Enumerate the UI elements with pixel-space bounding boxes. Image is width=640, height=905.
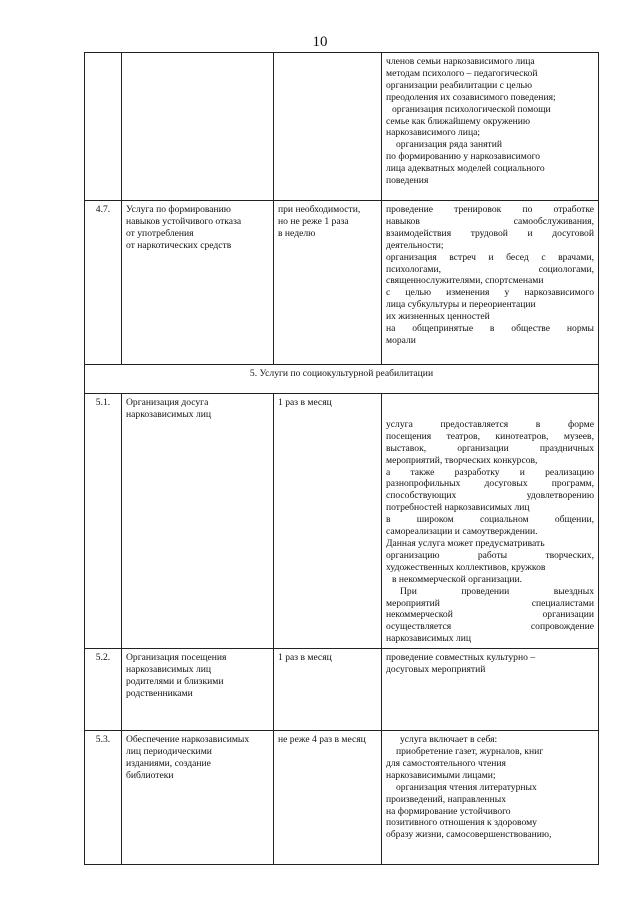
- description-line: способствующих удовлетворению: [386, 490, 594, 502]
- description-line: приобретение газет, журналов, книг: [396, 746, 544, 758]
- description-cell: [382, 649, 599, 731]
- description-line: проведение тренировок по отработке: [386, 204, 594, 215]
- description-line: в некоммерческой организации.: [392, 573, 523, 585]
- description-line: мероприятий, творческих конкурсов,: [386, 454, 538, 466]
- frequency-line: 1 раз в месяц: [278, 397, 332, 408]
- description-line: лица субкультуры и переориентации: [386, 299, 536, 311]
- description-line: в широком социальном общении,: [386, 514, 594, 526]
- description-line: При проведении выездных: [400, 585, 594, 597]
- description-line: проведение совместных культурно –: [386, 652, 536, 664]
- description-line: художественных коллективов, кружков: [386, 561, 546, 573]
- service-name-line: Услуга по формированию: [126, 204, 231, 215]
- table-row: [85, 731, 599, 865]
- service-name-line: от употребления: [126, 227, 194, 239]
- service-name-line: Обеспечение наркозависимых: [126, 734, 250, 746]
- table-row: [85, 201, 599, 365]
- description-line: а также разработку и реализацию: [386, 466, 594, 478]
- description-line: потребностей наркозависимых лиц: [386, 502, 530, 514]
- description-line: организацию работы творческих,: [386, 549, 594, 561]
- frequency-cell: [274, 649, 382, 731]
- service-name-cell: [122, 53, 274, 201]
- service-name-line: Организация посещения: [126, 652, 227, 664]
- description-line: позитивного отношения к здоровому: [386, 817, 537, 829]
- frequency-line: в неделю: [278, 227, 316, 239]
- description-line: священнослужителями, спортсменами: [386, 275, 544, 287]
- service-name-cell: [122, 731, 274, 865]
- frequency-cell: [274, 53, 382, 201]
- service-name-line: изданиями, создание: [126, 757, 211, 769]
- table-row: [85, 394, 599, 649]
- description-line: деятельности;: [386, 239, 444, 251]
- description-line: организация ряда занятий: [396, 139, 502, 151]
- description-line: наркозависимого лица;: [386, 127, 481, 139]
- table-row: [85, 53, 599, 201]
- description-line: разнопрофильных досуговых программ,: [386, 478, 594, 490]
- frequency-line: 1 раз в месяц: [278, 652, 332, 664]
- service-name-line: библиотеки: [126, 769, 174, 781]
- description-line: осуществляется сопровождение: [386, 621, 594, 633]
- description-line: Данная услуга может предусматривать: [386, 537, 545, 549]
- frequency-line: не реже 4 раз в месяц: [278, 734, 366, 746]
- description-cell: [382, 53, 599, 201]
- service-name-cell: [122, 201, 274, 365]
- description-line: выставок, организации праздничных: [386, 442, 594, 454]
- description-line: морали: [386, 334, 416, 346]
- description-line: на формирование устойчивого: [386, 805, 511, 817]
- description-line: услуга включает в себя:: [400, 734, 498, 746]
- service-name-cell: [122, 649, 274, 731]
- frequency-cell: [274, 731, 382, 865]
- service-name-line: родителями и близкими: [126, 675, 224, 687]
- description-line: организация психологической помощи: [392, 103, 551, 115]
- description-cell: [382, 731, 599, 865]
- description-line: взаимодействия трудовой и досуговой: [386, 227, 594, 239]
- frequency-line: при необходимости,: [278, 204, 361, 215]
- description-line: произведений, направленных: [386, 793, 507, 805]
- service-name-line: лиц периодическими: [126, 746, 212, 758]
- frequency-line: но не реже 1 раза: [278, 215, 349, 227]
- row-number: 5.3.: [85, 731, 122, 865]
- row-number: 5.2.: [85, 649, 122, 731]
- description-line: организация чтения литературных: [396, 781, 537, 793]
- description-line: психологами, социологами,: [386, 263, 594, 275]
- description-line: [386, 407, 594, 419]
- description-line: семье как ближайшему окружению: [386, 115, 531, 127]
- service-name-line: навыков устойчивого отказа: [126, 215, 242, 227]
- row-number: [85, 53, 122, 201]
- description-line: с целью изменения у наркозависимого: [386, 287, 594, 299]
- description-line: самореализации и самоутверждении.: [386, 526, 538, 538]
- row-number: 5.1.: [85, 394, 122, 649]
- description-line: образу жизни, самосовершенствованию,: [386, 829, 552, 841]
- description-line: по формированию у наркозависимого: [386, 151, 541, 163]
- services-table: [84, 52, 599, 865]
- description-line: на общепринятые в обществе нормы: [386, 323, 594, 335]
- frequency-cell: [274, 201, 382, 365]
- description-cell: [382, 394, 599, 649]
- description-line: для самостоятельного чтения: [386, 757, 506, 769]
- section-row: [85, 365, 599, 394]
- section-heading: 5. Услуги по социокультурной реабилитации: [85, 365, 599, 394]
- description-cell: [382, 201, 599, 365]
- row-number: 4.7.: [85, 201, 122, 365]
- description-line: наркозависимыми лицами;: [386, 769, 496, 781]
- description-line: досуговых мероприятий: [386, 664, 486, 676]
- page-number: 10: [312, 34, 328, 50]
- service-name-line: Организация досуга: [126, 397, 209, 408]
- description-line: некоммерческой организации: [386, 609, 594, 621]
- description-line: методам психолого – педагогической: [386, 67, 538, 79]
- table-row: [85, 649, 599, 731]
- description-line: навыков самообслуживания,: [386, 215, 594, 227]
- description-line: организации реабилитации с целью: [386, 79, 533, 91]
- description-line: их жизненных ценностей: [386, 311, 490, 323]
- service-name-cell: [122, 394, 274, 649]
- description-line: мероприятий специалистами: [386, 597, 594, 609]
- description-line: наркозависимых лиц: [386, 633, 472, 645]
- service-name-line: от наркотических средств: [126, 239, 232, 251]
- service-name-line: наркозависимых лиц: [126, 664, 212, 676]
- description-line: членов семьи наркозависимого лица: [386, 56, 535, 67]
- description-line: организация встреч и бесед с врачами,: [386, 251, 594, 263]
- description-line: лица адекватных моделей социального: [386, 163, 545, 175]
- service-name-line: наркозависимых лиц: [126, 408, 212, 420]
- description-line: посещения театров, кинотеатров, музеев,: [386, 430, 594, 442]
- service-name-line: родственниками: [126, 687, 193, 699]
- frequency-cell: [274, 394, 382, 649]
- description-line: услуга предоставляется в форме: [386, 418, 594, 430]
- description-line: преодоления их созависимого поведения;: [386, 91, 556, 103]
- description-line: поведения: [386, 175, 429, 187]
